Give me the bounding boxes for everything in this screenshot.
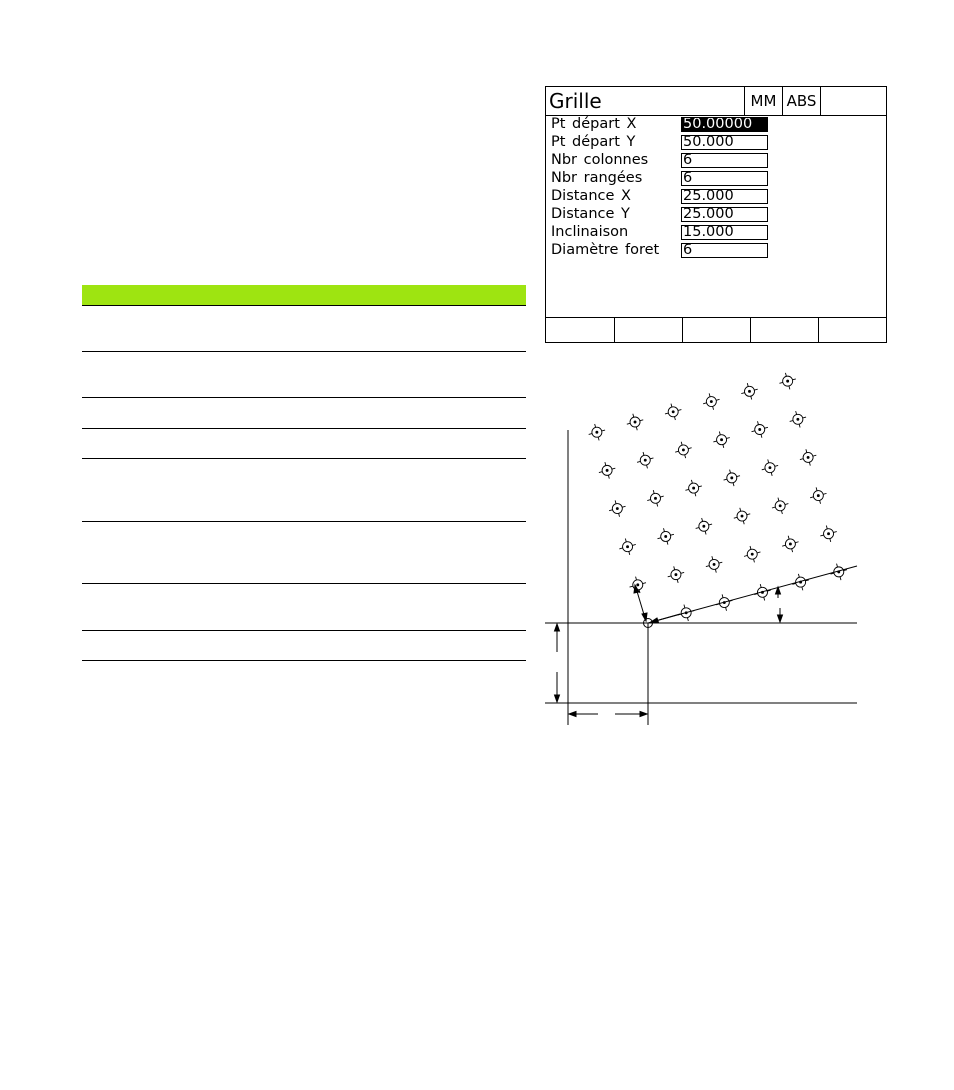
- softkey-3[interactable]: [682, 318, 750, 343]
- drill-hole: [744, 546, 760, 562]
- drill-hole: [713, 432, 729, 448]
- drill-hole: [754, 584, 770, 600]
- drill-hole: [779, 373, 795, 389]
- rows-input[interactable]: 6: [681, 171, 768, 186]
- grid-setup-screen: [545, 86, 887, 343]
- softkey-bar: [546, 317, 886, 343]
- drill-hole: [657, 528, 673, 544]
- drill-hole: [831, 564, 847, 580]
- table-header-bar: [82, 285, 526, 306]
- parameter-table: [82, 285, 526, 661]
- screen-title: Grille: [549, 89, 602, 113]
- field-start-y: [546, 133, 886, 151]
- field-distance-y: [546, 205, 886, 223]
- drill-diameter-input[interactable]: 6: [681, 243, 768, 258]
- drill-hole: [782, 536, 798, 552]
- distance-y-input[interactable]: 25.000: [681, 207, 768, 222]
- field-label: Diamètre foret: [551, 242, 660, 258]
- softkey-5[interactable]: [818, 318, 886, 343]
- table-row: [82, 631, 526, 661]
- table-row: [82, 522, 526, 584]
- table-row: [82, 459, 526, 522]
- drill-hole: [703, 393, 719, 409]
- field-label: Pt départ X: [551, 116, 637, 132]
- dimension-arrows: [555, 585, 783, 717]
- field-rows: [546, 169, 886, 187]
- drill-hole: [665, 404, 681, 420]
- softkey-2[interactable]: [614, 318, 682, 343]
- drill-hole: [734, 508, 750, 524]
- drill-hole: [790, 411, 806, 427]
- field-label: Inclinaison: [551, 224, 629, 240]
- distance-x-input[interactable]: 25.000: [681, 189, 768, 204]
- drill-hole: [752, 421, 768, 437]
- drill-hole: [792, 574, 808, 590]
- drill-hole: [627, 414, 643, 430]
- field-label: Nbr colonnes: [551, 152, 649, 168]
- field-distance-x: [546, 187, 886, 205]
- drill-hole: [772, 498, 788, 514]
- field-angle: [546, 223, 886, 241]
- drill-hole: [599, 462, 615, 478]
- drill-hole: [668, 566, 684, 582]
- drill-hole: [741, 383, 757, 399]
- drill-hole: [685, 480, 701, 496]
- drill-hole: [800, 449, 816, 465]
- drill-hole: [675, 442, 691, 458]
- field-label: Pt départ Y: [551, 134, 636, 150]
- drill-holes: [589, 373, 847, 621]
- table-row: [82, 584, 526, 631]
- field-columns: [546, 151, 886, 169]
- unit-badge[interactable]: MM: [744, 87, 782, 115]
- field-drill-diameter: [546, 241, 886, 259]
- start-y-input[interactable]: 50.000: [681, 135, 768, 150]
- field-label: Distance X: [551, 188, 631, 204]
- title-empty-cell: [820, 87, 886, 115]
- drill-hole: [609, 500, 625, 516]
- drill-hole: [706, 556, 722, 572]
- grid-pattern-diagram: [530, 360, 870, 740]
- start-x-input[interactable]: 50.00000: [681, 117, 768, 132]
- drill-hole: [637, 452, 653, 468]
- field-label: Nbr rangées: [551, 170, 643, 186]
- table-row: [82, 306, 526, 352]
- softkey-1[interactable]: [546, 318, 614, 343]
- screen-title-bar: [546, 87, 886, 116]
- field-start-x: [546, 115, 886, 133]
- drill-hole: [678, 605, 694, 621]
- drill-hole: [696, 518, 712, 534]
- angle-input[interactable]: 15.000: [681, 225, 768, 240]
- drill-hole: [724, 470, 740, 486]
- drill-hole: [589, 424, 605, 440]
- table-row: [82, 352, 526, 398]
- table-row: [82, 398, 526, 429]
- diagram-axes: [545, 430, 857, 725]
- drill-hole: [647, 490, 663, 506]
- drill-hole: [810, 487, 826, 503]
- drill-hole: [820, 526, 836, 542]
- softkey-4[interactable]: [750, 318, 818, 343]
- drill-hole: [619, 538, 635, 554]
- field-label: Distance Y: [551, 206, 630, 222]
- mode-badge[interactable]: ABS: [782, 87, 820, 115]
- drill-hole: [716, 594, 732, 610]
- columns-input[interactable]: 6: [681, 153, 768, 168]
- drill-hole: [762, 459, 778, 475]
- table-row: [82, 429, 526, 459]
